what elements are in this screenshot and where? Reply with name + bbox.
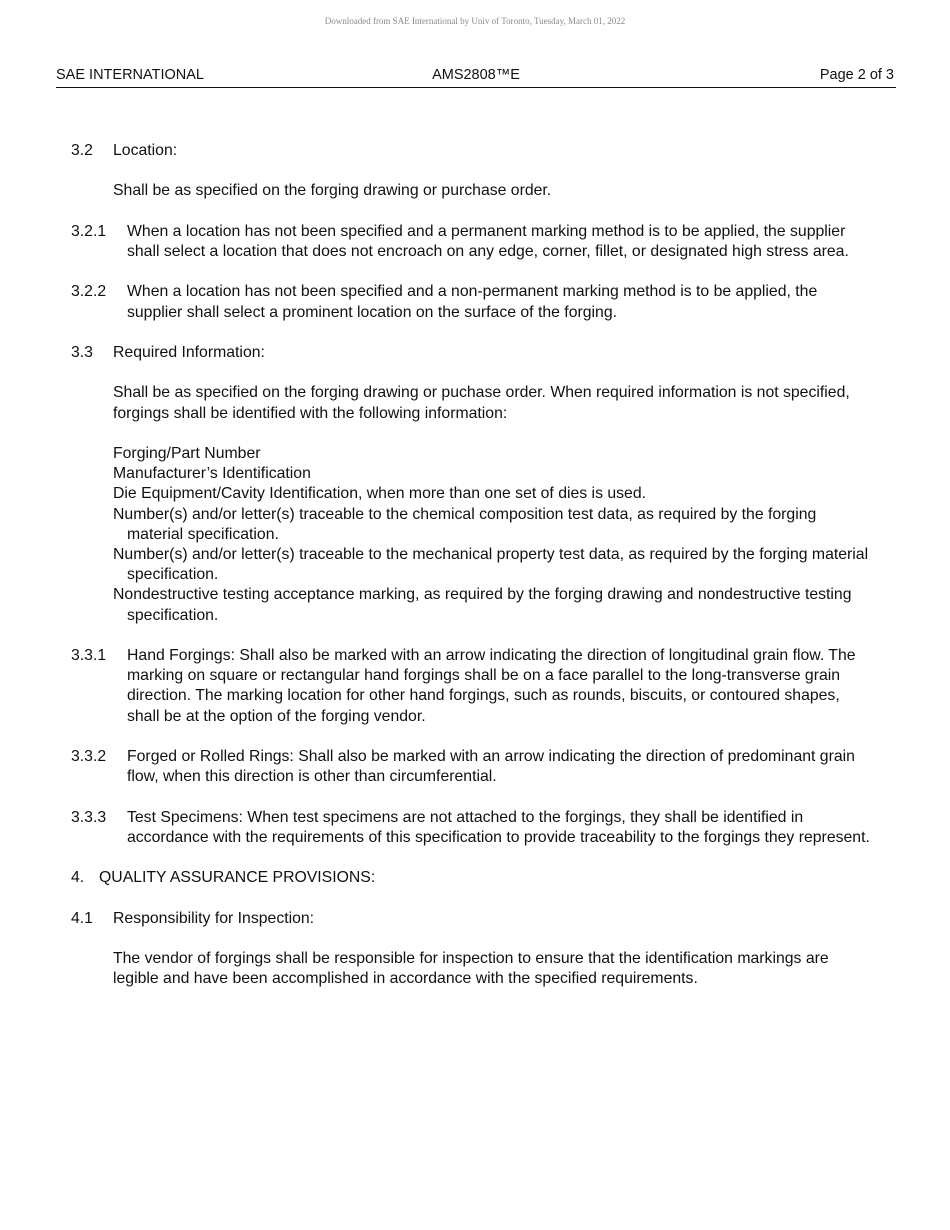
document-body bbox=[71, 141, 871, 1010]
list-item: Manufacturer’s Identification bbox=[113, 465, 311, 483]
list-item: Nondestructive testing acceptance marking, as required by the forging drawing and nondestructive testing specification. bbox=[113, 586, 852, 624]
section-3-2-body: Shall be as specified on the forging drawing or purchase order. bbox=[113, 182, 552, 200]
list-item: Number(s) and/or letter(s) traceable to the mechanical property test data, as required by the forging material specification. bbox=[113, 545, 869, 584]
section-number: 3.2 bbox=[71, 142, 93, 159]
section-title: Responsibility for Inspection: bbox=[113, 909, 315, 927]
section-4-1-heading bbox=[71, 909, 871, 929]
section-number: 3.3.2 bbox=[71, 747, 107, 765]
section-text: Hand Forgings: Shall also be marked with an arrow indicating the direction of longitudinal grain flow. The marking on square or rectangular hand forgings shall be on a face parallel to the long-transverse grain direction. The marking location for other hand forgings, such as rounds, biscuits, or contoured shapes, shall be at the option of the forging vendor. bbox=[127, 646, 856, 725]
section-number: 3.3.1 bbox=[71, 646, 107, 664]
section-3-2-2 bbox=[71, 282, 871, 322]
section-title: Location: bbox=[113, 142, 178, 159]
list-item: Number(s) and/or letter(s) traceable to the chemical composition test data, as required by the forging material specification. bbox=[113, 505, 817, 543]
section-text: When a location has not been specified and a permanent marking method is to be applied, the supplier shall select a location that does not encroach on any edge, corner, fillet, or designated high stress area. bbox=[127, 222, 849, 260]
section-4-1-body: The vendor of forgings shall be responsible for inspection to ensure that the identification markings are legible and have been accomplished in accordance with the specified requirements. bbox=[113, 949, 829, 988]
section-3-3-body: Shall be as specified on the forging drawing or puchase order. When required information is not specified, forgings shall be identified with the following information: bbox=[113, 384, 850, 422]
header-page-number: Page 2 of 3 bbox=[819, 67, 894, 83]
section-number: 3.3.3 bbox=[71, 808, 107, 826]
list-item: Forging/Part Number bbox=[113, 444, 261, 462]
section-title: Required Information: bbox=[113, 343, 265, 361]
section-text: Test Specimens: When test specimens are not attached to the forgings, they shall be identified in accordance with the requirements of this specification to provide traceability to the forgings they represent. bbox=[127, 808, 870, 846]
list-item: Die Equipment/Cavity Identification, when more than one set of dies is used. bbox=[113, 485, 646, 503]
section-number: 3.2.1 bbox=[71, 222, 107, 240]
page-header bbox=[56, 67, 896, 88]
section-number: 4.1 bbox=[71, 909, 93, 927]
download-watermark: Downloaded from SAE International by Univ of Toronto, Tuesday, March 01, 2022 bbox=[324, 16, 626, 26]
section-3-3-3 bbox=[71, 808, 871, 848]
section-number: 4. bbox=[71, 869, 85, 887]
section-number: 3.2.2 bbox=[71, 283, 107, 301]
section-3-3-2 bbox=[71, 747, 871, 787]
section-number: 3.3 bbox=[71, 343, 93, 361]
required-information-list bbox=[113, 444, 871, 626]
section-3-3-heading bbox=[71, 343, 871, 363]
section-4-heading bbox=[71, 868, 871, 888]
section-3-2-heading bbox=[71, 141, 871, 161]
section-3-2-1 bbox=[71, 222, 871, 262]
section-3-3-1 bbox=[71, 646, 871, 727]
section-title: QUALITY ASSURANCE PROVISIONS: bbox=[99, 869, 376, 887]
header-organization: SAE INTERNATIONAL bbox=[56, 67, 204, 83]
section-text: When a location has not been specified and a non-permanent marking method is to be applied, the supplier shall select a prominent location on the surface of the forging. bbox=[127, 283, 818, 321]
section-text: Forged or Rolled Rings: Shall also be marked with an arrow indicating the direction of predominant grain flow, when this direction is other than circumferential. bbox=[127, 747, 855, 786]
header-document-id: AMS2808™E bbox=[432, 67, 520, 83]
